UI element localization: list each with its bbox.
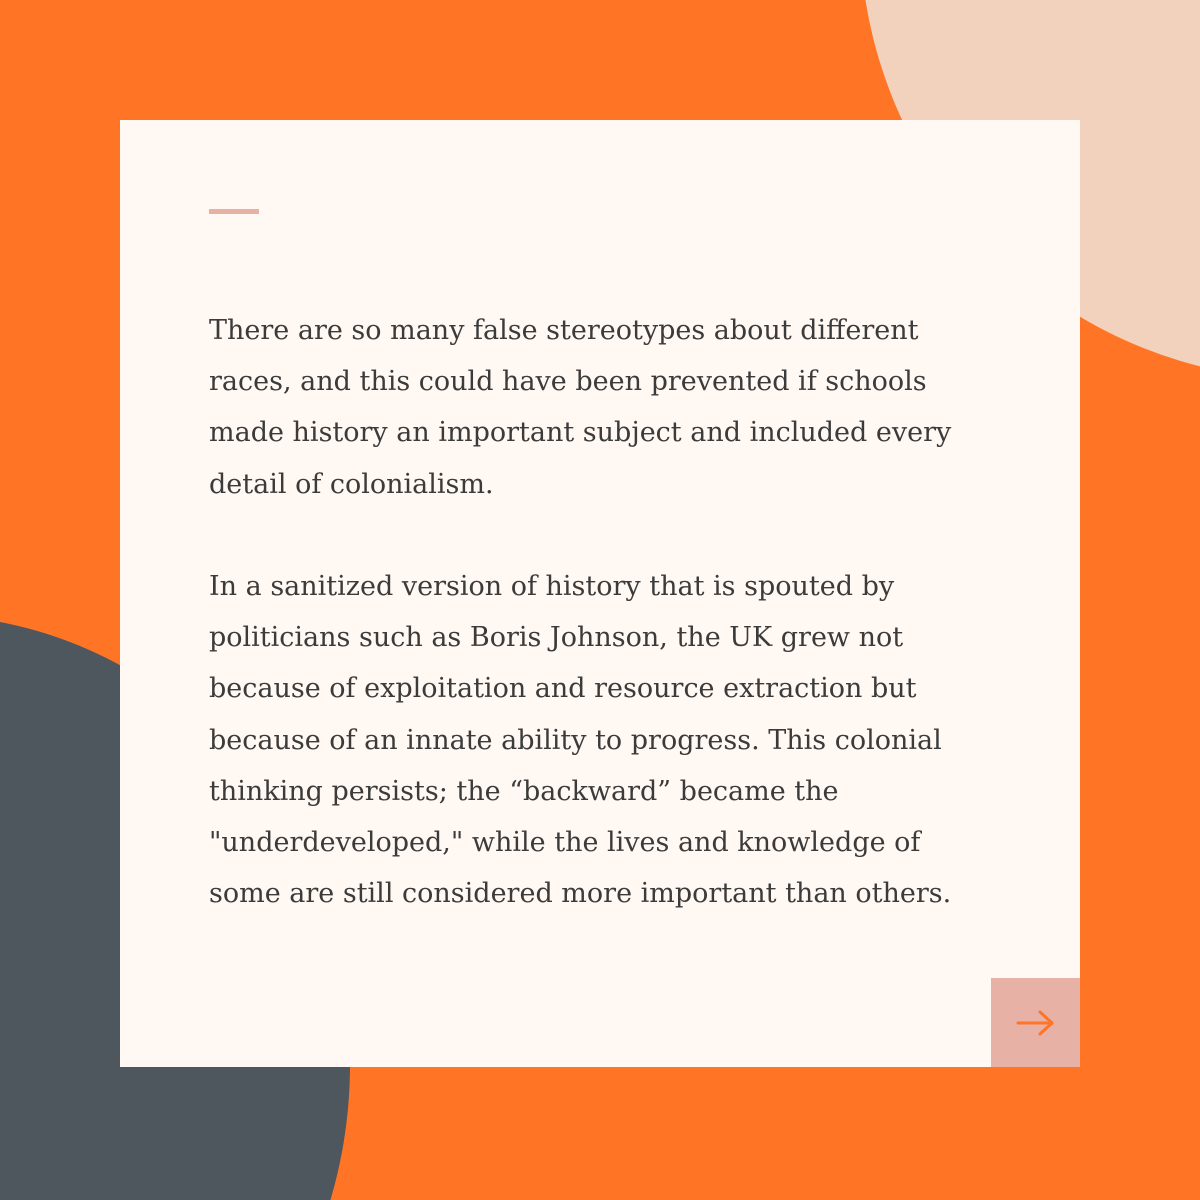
card-body [209, 305, 999, 919]
paragraph-1: There are so many false stereotypes about different races, and this could have been prevented if schools made history an important subject and included every detail of colonialism. [209, 315, 952, 500]
next-slide-button[interactable] [991, 978, 1080, 1067]
quote-card [120, 120, 1080, 1067]
arrow-right-icon [1016, 1010, 1056, 1036]
accent-rule [209, 209, 259, 214]
paragraph-2: In a sanitized version of history that is spouted by politicians such as Boris Johnson, the UK grew not because of exploitation and resource extraction but because of an innate ability to progress. This colonial thinking persists; the “backward” became the "underdeveloped," while the lives and knowledge of some are still considered more important than others. [209, 571, 952, 910]
